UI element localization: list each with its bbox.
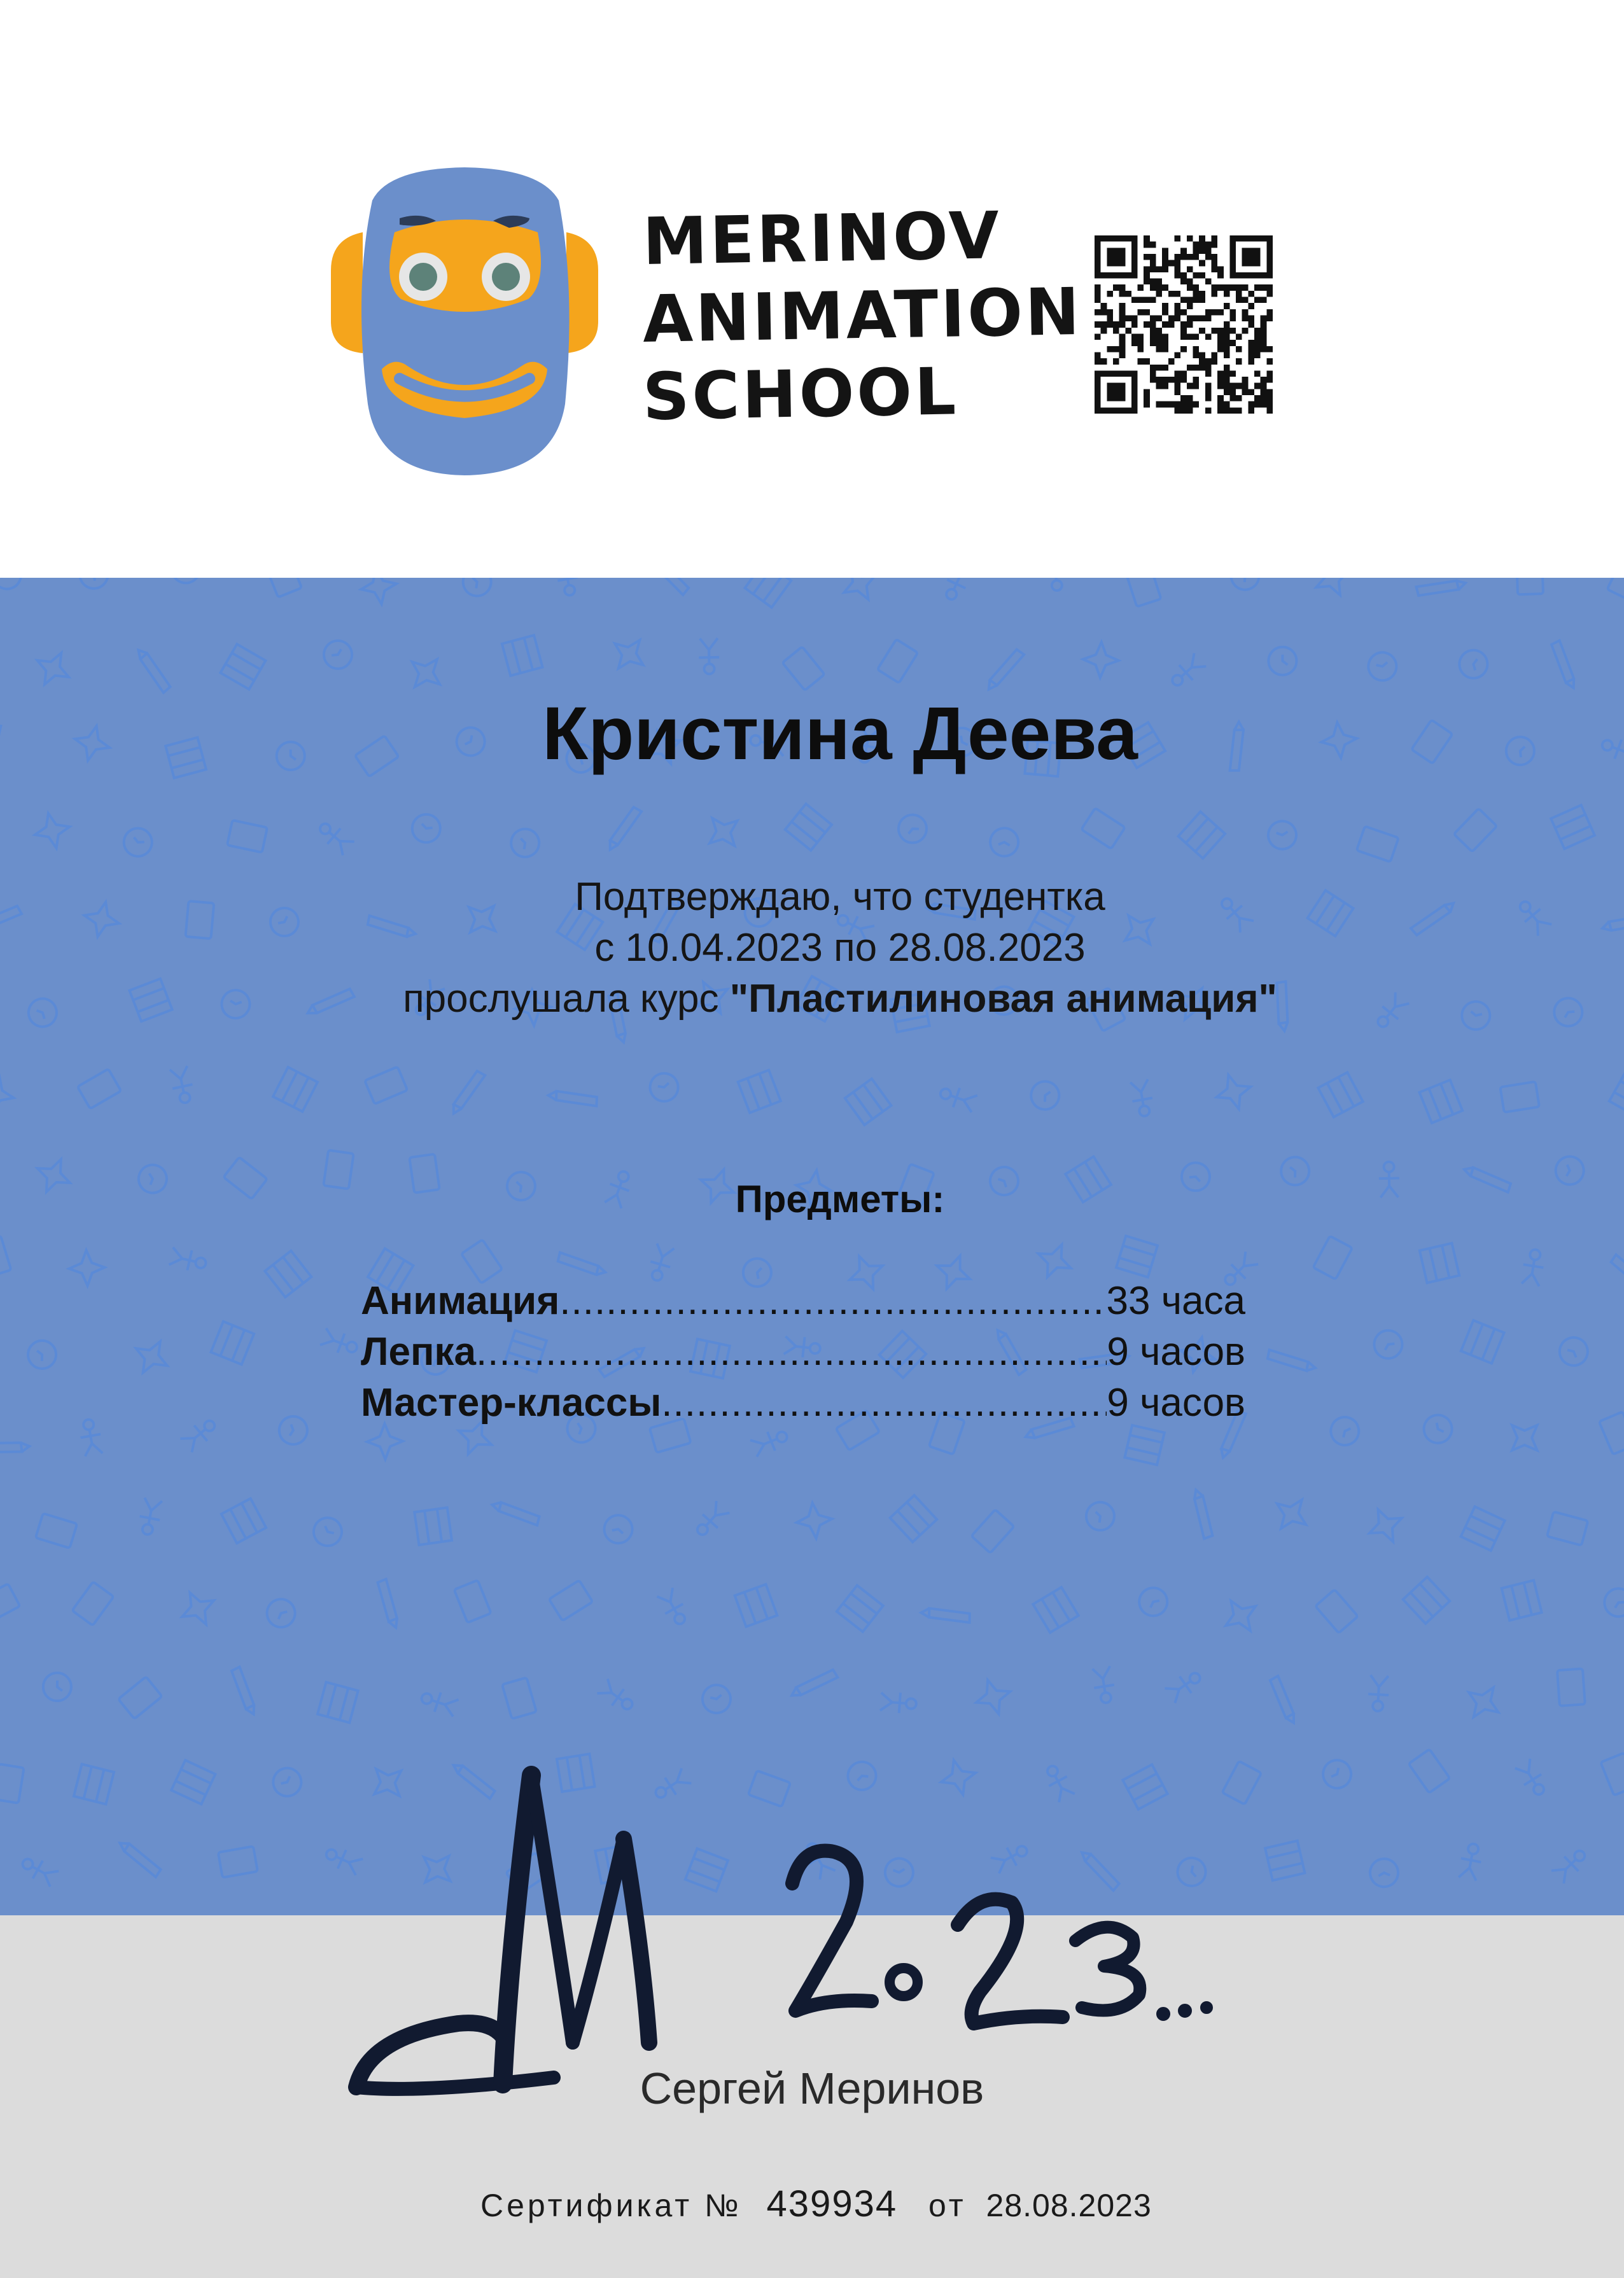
pattern-doodle-icon — [137, 1497, 164, 1536]
course-title: "Пластилиновая анимация" — [729, 977, 1277, 1021]
pattern-doodle-icon — [1212, 1070, 1256, 1114]
pattern-doodle-icon — [596, 1678, 637, 1715]
pattern-doodle-icon — [72, 1582, 113, 1626]
statement-line-3-prefix: прослушала курс — [403, 977, 730, 1021]
pattern-doodle-icon — [1557, 1668, 1585, 1706]
subject-hours: 33 часа — [1106, 1279, 1245, 1323]
pattern-doodle-icon — [265, 1251, 311, 1297]
pattern-doodle-icon — [837, 1585, 883, 1632]
pattern-doodle-icon — [309, 1513, 346, 1550]
pattern-doodle-icon — [221, 1499, 266, 1543]
pattern-doodle-icon — [598, 1509, 638, 1549]
pattern-doodle-icon — [1179, 1490, 1227, 1542]
pattern-doodle-icon — [795, 1501, 834, 1541]
pattern-doodle-icon — [367, 1423, 403, 1460]
pattern-doodle-icon — [315, 818, 355, 856]
certificate-number-label: Сертификат № — [480, 2188, 742, 2223]
pattern-doodle-icon — [735, 1584, 778, 1627]
pattern-doodle-icon — [1514, 1758, 1550, 1799]
pattern-doodle-icon — [0, 1584, 20, 1623]
pattern-doodle-icon — [364, 1577, 412, 1628]
pattern-doodle-icon — [118, 823, 158, 862]
pattern-doodle-icon — [785, 804, 832, 850]
pattern-doodle-icon — [273, 1067, 318, 1112]
pattern-doodle-icon — [1403, 1577, 1450, 1623]
statement-line-2: с 10.04.2023 по 28.08.2023 — [594, 926, 1086, 970]
pattern-doodle-icon — [1091, 1666, 1117, 1704]
pattern-doodle-icon — [921, 1589, 974, 1642]
pattern-doodle-icon — [454, 1580, 491, 1623]
pattern-doodle-icon — [120, 1836, 162, 1883]
pattern-doodle-icon — [0, 1421, 29, 1473]
pattern-doodle-icon — [43, 1673, 72, 1702]
pattern-doodle-icon — [1454, 645, 1494, 684]
pattern-doodle-icon — [1357, 826, 1399, 862]
pattern-doodle-icon — [227, 820, 267, 853]
pattern-doodle-icon — [1541, 638, 1586, 688]
subject-name: Мастер-классы — [361, 1381, 662, 1425]
subject-hours: 9 часов — [1107, 1381, 1245, 1425]
pattern-doodle-icon — [166, 578, 205, 589]
pattern-doodle-icon — [1308, 578, 1356, 603]
pattern-doodle-icon — [1261, 1674, 1305, 1722]
pattern-doodle-icon — [1033, 1587, 1078, 1632]
dot-leader — [559, 1276, 1106, 1327]
pattern-doodle-icon — [18, 1853, 59, 1888]
pattern-doodle-icon — [365, 1066, 407, 1104]
certificate-header — [0, 0, 1624, 578]
pattern-doodle-icon — [319, 1327, 360, 1359]
pattern-doodle-icon — [171, 1760, 215, 1804]
pattern-doodle-icon — [656, 1587, 691, 1628]
statement-line-1: Подтверждаю, что студентка — [575, 875, 1105, 919]
pattern-doodle-icon — [1600, 1753, 1624, 1796]
school-name-line-2: ANIMATION — [641, 274, 1083, 358]
pattern-doodle-icon — [1319, 1756, 1355, 1792]
pattern-doodle-icon — [971, 1509, 1014, 1553]
pattern-doodle-icon — [1368, 1675, 1390, 1712]
pattern-doodle-icon — [407, 809, 446, 848]
pattern-doodle-icon — [1419, 1080, 1462, 1123]
pattern-doodle-icon — [1461, 1507, 1505, 1551]
pattern-doodle-icon — [1459, 1677, 1508, 1727]
subject-row — [361, 1276, 1245, 1327]
pattern-doodle-icon — [1268, 647, 1296, 675]
subject-name: Анимация — [361, 1279, 560, 1323]
dot-leader — [661, 1378, 1107, 1429]
pattern-doodle-icon — [554, 578, 580, 597]
student-name: Кристина Деева — [542, 692, 1138, 776]
pattern-doodle-icon — [270, 1765, 304, 1799]
pattern-background-icons — [0, 578, 1624, 1915]
pattern-doodle-icon — [738, 1070, 781, 1113]
pattern-doodle-icon — [1318, 1072, 1362, 1117]
pattern-doodle-icon — [601, 806, 649, 850]
school-name-line-3: SCHOOL — [641, 354, 960, 435]
pattern-doodle-icon — [1137, 1586, 1170, 1619]
pattern-doodle-icon — [1264, 1334, 1315, 1387]
pattern-doodle-icon — [358, 578, 399, 607]
pattern-doodle-icon — [1362, 1502, 1409, 1549]
pattern-doodle-icon — [1413, 578, 1465, 613]
pattern-doodle-icon — [502, 1677, 536, 1719]
pattern-doodle-icon — [792, 1662, 839, 1705]
pattern-doodle-icon — [549, 1072, 601, 1126]
pattern-doodle-icon — [1082, 641, 1119, 678]
pattern-doodle-icon — [880, 1691, 917, 1714]
pattern-doodle-icon — [1409, 1749, 1450, 1793]
pattern-doodle-icon — [461, 578, 493, 597]
pattern-doodle-icon — [890, 1495, 937, 1542]
pattern-doodle-icon — [1315, 1590, 1358, 1633]
pattern-doodle-icon — [648, 1071, 680, 1103]
certificate-number-line — [480, 2183, 1152, 2225]
pattern-doodle-icon — [1551, 1845, 1591, 1885]
pattern-doodle-icon — [1457, 1842, 1484, 1881]
pattern-doodle-icon — [1516, 578, 1543, 594]
pattern-doodle-icon — [745, 578, 792, 608]
pattern-doodle-icon — [218, 1847, 258, 1878]
pattern-doodle-icon — [179, 1415, 220, 1453]
pattern-doodle-icon — [444, 1069, 493, 1114]
pattern-doodle-icon — [211, 1322, 254, 1365]
subjects-title: Предметы: — [735, 1178, 945, 1220]
pattern-doodle-icon — [1420, 1243, 1459, 1283]
pattern-doodle-icon — [0, 1236, 11, 1277]
pattern-doodle-icon — [985, 823, 1023, 861]
pattern-doodle-icon — [1500, 1082, 1539, 1112]
pattern-doodle-icon — [651, 578, 689, 598]
pattern-doodle-icon — [1422, 1413, 1455, 1446]
dot-leader — [476, 1327, 1107, 1378]
pattern-doodle-icon — [502, 635, 543, 676]
pattern-doodle-icon — [127, 1333, 176, 1381]
pattern-doodle-icon — [1609, 1072, 1624, 1117]
subject-name: Лепка — [361, 1330, 476, 1374]
pattern-doodle-icon — [74, 578, 113, 594]
pattern-doodle-icon — [1044, 578, 1068, 592]
pattern-doodle-icon — [970, 1675, 1016, 1720]
pattern-doodle-icon — [1461, 1320, 1504, 1364]
pattern-doodle-icon — [1454, 809, 1497, 852]
school-name — [641, 198, 1083, 437]
signer-name: Сергей Меринов — [640, 2064, 984, 2113]
pattern-doodle-icon — [265, 578, 302, 597]
pattern-doodle-icon — [698, 807, 748, 857]
pattern-doodle-icon — [1167, 652, 1207, 691]
pattern-doodle-icon — [699, 638, 720, 674]
pattern-doodle-icon — [492, 1487, 542, 1540]
certificate-number: 439934 — [766, 2183, 898, 2225]
pattern-doodle-icon — [36, 1513, 77, 1548]
pattern-doodle-icon — [169, 1246, 208, 1274]
pattern-background — [0, 578, 1624, 1915]
pattern-doodle-icon — [169, 1066, 196, 1105]
subjects-list — [361, 1276, 1245, 1429]
pattern-doodle-icon — [1164, 1667, 1205, 1704]
pattern-doodle-icon — [1366, 650, 1399, 683]
pattern-doodle-icon — [136, 650, 172, 694]
pattern-doodle-icon — [1226, 578, 1264, 595]
pattern-doodle-icon — [414, 1507, 452, 1545]
pattern-doodle-icon — [74, 1764, 114, 1804]
pattern-doodle-icon — [1551, 805, 1595, 849]
pattern-doodle-icon — [118, 1677, 162, 1719]
pattern-doodle-icon — [29, 645, 77, 693]
pattern-doodle-icon — [1026, 1076, 1065, 1115]
pattern-doodle-icon — [0, 578, 25, 593]
pattern-doodle-icon — [1179, 812, 1225, 858]
course-statement — [0, 872, 1624, 1024]
pattern-doodle-icon — [221, 1665, 266, 1714]
pattern-doodle-icon — [1084, 1500, 1116, 1532]
subject-row — [361, 1327, 1245, 1378]
pattern-doodle-icon — [1129, 1079, 1155, 1118]
pattern-doodle-icon — [700, 1682, 734, 1716]
pattern-doodle-icon — [274, 1411, 312, 1450]
pattern-doodle-icon — [1216, 1591, 1265, 1640]
pattern-doodle-icon — [1126, 578, 1161, 606]
pattern-doodle-icon — [1373, 1329, 1404, 1360]
pattern-doodle-icon — [604, 629, 654, 679]
pattern-doodle-icon — [1499, 1413, 1550, 1463]
pattern-doodle-icon — [78, 1069, 121, 1109]
certificate-date-label: от — [928, 2188, 967, 2223]
subject-row — [361, 1378, 1245, 1429]
pattern-doodle-icon — [78, 1418, 104, 1457]
pattern-doodle-icon — [1266, 1489, 1316, 1539]
qr-code-icon — [1095, 235, 1273, 414]
pattern-doodle-icon — [0, 1764, 24, 1803]
pattern-doodle-icon — [69, 1250, 106, 1287]
certificate-date: 28.08.2023 — [986, 2188, 1152, 2223]
pattern-doodle-icon — [323, 639, 353, 670]
subject-hours: 9 часов — [1107, 1330, 1245, 1374]
pattern-doodle-icon — [31, 809, 74, 852]
pattern-doodle-icon — [549, 1580, 593, 1621]
pattern-doodle-icon — [1547, 1512, 1588, 1546]
pattern-doodle-icon — [318, 1682, 358, 1723]
pattern-doodle-icon — [1610, 1249, 1624, 1296]
pattern-doodle-icon — [1366, 1854, 1403, 1891]
mascot-logo-icon — [325, 162, 605, 480]
pattern-doodle-icon — [1555, 1333, 1592, 1370]
pattern-doodle-icon — [983, 648, 1028, 689]
pattern-doodle-icon — [1520, 1248, 1546, 1287]
pattern-doodle-icon — [1264, 817, 1301, 853]
pattern-doodle-icon — [1116, 1236, 1158, 1277]
pattern-doodle-icon — [419, 1688, 459, 1718]
pattern-doodle-icon — [509, 827, 541, 859]
pattern-doodle-icon — [898, 814, 927, 844]
statement-line-3 — [0, 974, 1624, 1024]
pattern-doodle-icon — [845, 1079, 892, 1125]
pattern-doodle-icon — [836, 578, 884, 608]
pattern-doodle-icon — [940, 578, 974, 603]
pattern-doodle-icon — [1081, 808, 1125, 849]
pattern-doodle-icon — [1607, 578, 1624, 605]
pattern-doodle-icon — [1124, 1425, 1164, 1465]
pattern-doodle-icon — [878, 639, 918, 683]
pattern-doodle-icon — [220, 644, 265, 689]
pattern-doodle-icon — [750, 1425, 790, 1458]
pattern-doodle-icon — [692, 1500, 731, 1541]
pattern-doodle-icon — [1502, 1581, 1542, 1621]
school-name-line-1: MERINOV — [641, 198, 1002, 280]
pattern-doodle-icon — [1313, 1236, 1352, 1279]
pattern-doodle-icon — [1599, 1412, 1624, 1455]
pattern-doodle-icon — [174, 1584, 222, 1632]
pattern-doodle-icon — [28, 1340, 57, 1369]
pattern-doodle-icon — [1604, 1588, 1624, 1618]
handwritten-signature — [344, 1763, 1324, 2106]
pattern-doodle-icon — [1326, 1413, 1363, 1450]
pattern-doodle-icon — [0, 1073, 17, 1115]
pattern-doodle-icon — [782, 646, 824, 690]
pattern-doodle-icon — [264, 1597, 298, 1630]
pattern-doodle-icon — [937, 1082, 977, 1113]
